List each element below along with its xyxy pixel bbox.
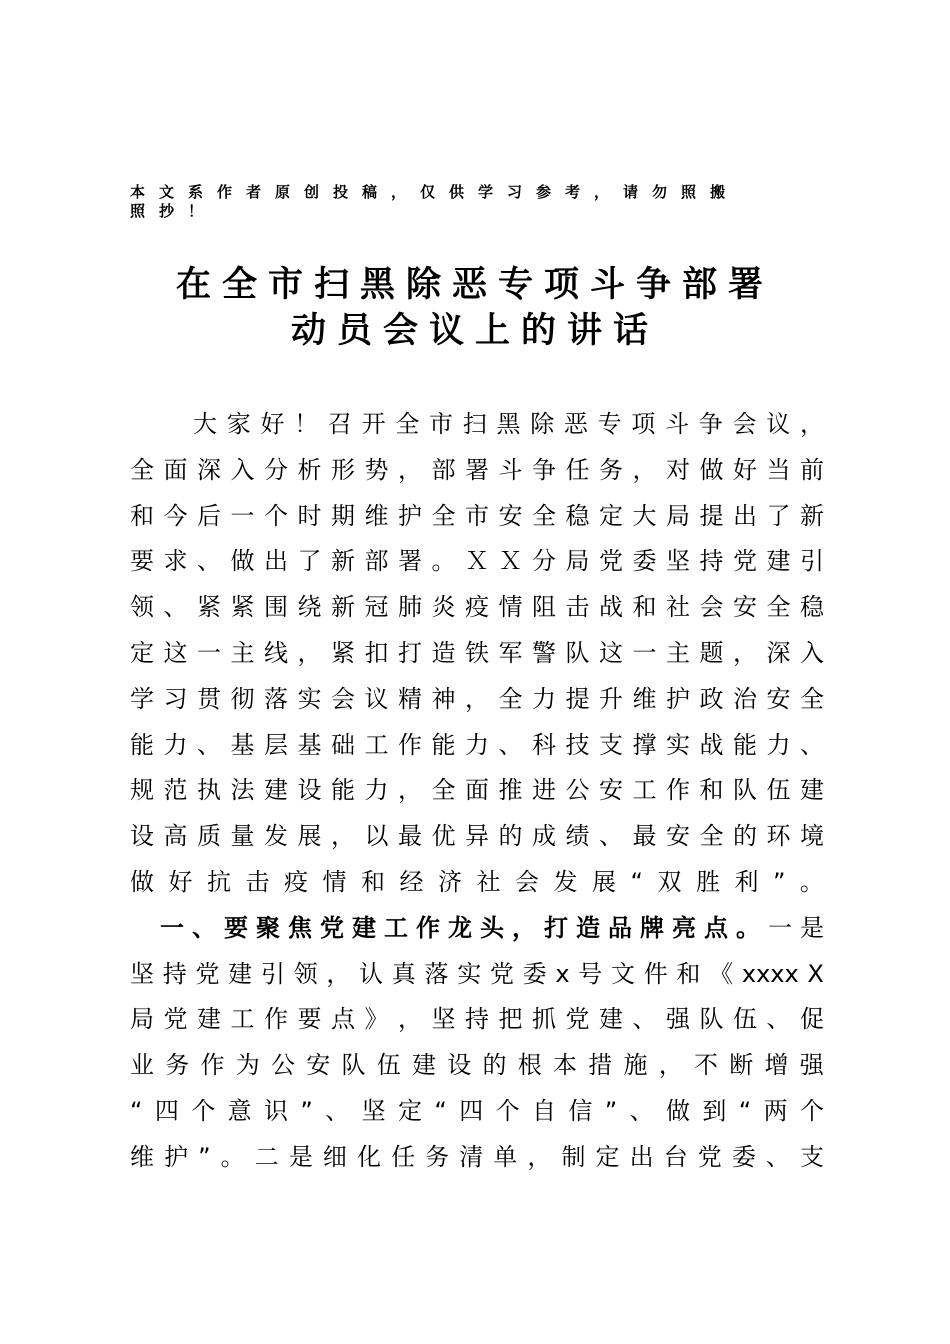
section-1-line: “ 四 个 意 识 ” 、 坚 定 “ 四 个 自 信 ” 、 做 到 “ 两 个 xyxy=(130,1097,824,1125)
document-title-line-1: 在全市扫黑除恶专项斗争部署 xyxy=(175,265,774,305)
paragraph-1-line: 定 这 一 主 线 ， 紧 扣 打 造 铁 军 警 队 这 一 主 题 ， 深 入 xyxy=(130,639,824,667)
document-title-line-2: 动员会议上的讲话 xyxy=(290,311,659,351)
paragraph-1-line: 和 今 后 一 个 时 期 维 护 全 市 安 全 稳 定 大 局 提 出 了 新 xyxy=(130,501,824,530)
paragraph-1-line: 能 力 、 基 层 基 础 工 作 能 力 、 科 技 支 撑 实 战 能 力 、 xyxy=(130,730,824,759)
paragraph-1-line: 全 面 深 入 分 析 形 势 ， 部 署 斗 争 任 务 ， 对 做 好 当 前 xyxy=(130,455,824,484)
section-1-heading-line: 一 、 要 聚 焦 党 建 工 作 龙 头 ， 打 造 品 牌 亮 点 。 一 是 xyxy=(160,913,824,942)
paragraph-1-line: 大 家 好 ！ 召 开 全 市 扫 黑 除 恶 专 项 斗 争 会 议 ， xyxy=(193,410,824,438)
paragraph-1-line: 领 、 紧 紧 围 绕 新 冠 肺 炎 疫 情 阻 击 战 和 社 会 安 全 稳 xyxy=(130,593,824,622)
copyright-notice-line-1: 本文系作者原创投稿，仅供学习参考，请勿照搬 xyxy=(130,183,740,201)
copyright-notice-line-2: 照抄！ xyxy=(130,202,218,220)
paragraph-1-line: 做 好 抗 击 疫 情 和 经 济 社 会 发 展 “ 双 胜 利 ” 。 xyxy=(130,868,824,896)
section-1-line: 业 务 作 为 公 安 队 伍 建 设 的 根 本 措 施 ， 不 断 增 强 xyxy=(130,1051,824,1080)
section-1-line: 坚 持 党 建 引 领 ， 认 真 落 实 党 委 x 号 文 件 和 《 xxxx X xyxy=(130,959,824,988)
section-1-line: 局 党 建 工 作 要 点 》 ， 坚 持 把 抓 党 建 、 强 队 伍 、 促 xyxy=(130,1005,824,1034)
paragraph-1-line: 设 高 质 量 发 展 ， 以 最 优 异 的 成 绩 、 最 安 全 的 环 境 xyxy=(130,822,824,851)
paragraph-1-line: 要 求 、 做 出 了 新 部 署 。 Ｘ Ｘ 分 局 党 委 坚 持 党 建 引 xyxy=(130,547,824,576)
section-1-line: 维 护 ” 。 二 是 细 化 任 务 清 单 ， 制 定 出 台 党 委 、 支 xyxy=(130,1142,824,1171)
paragraph-1-line: 规 范 执 法 建 设 能 力 ， 全 面 推 进 公 安 工 作 和 队 伍 建 xyxy=(130,776,824,805)
paragraph-1-line: 学 习 贯 彻 落 实 会 议 精 神 ， 全 力 提 升 维 护 政 治 安 全 xyxy=(130,684,824,713)
